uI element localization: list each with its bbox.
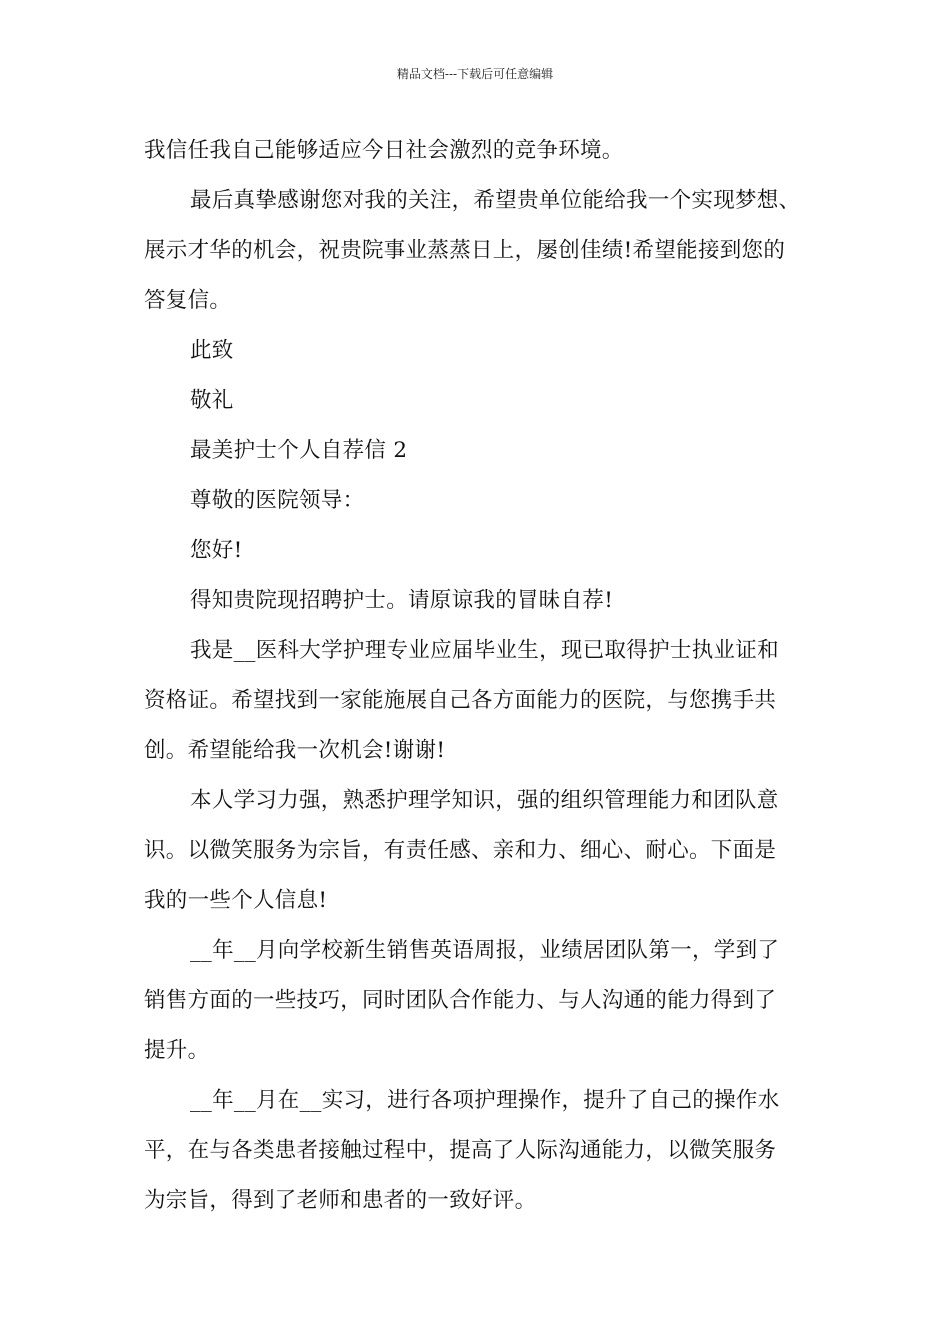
paragraph-line: 识。以微笑服务为宗旨，有责任感、亲和力、细心、耐心。下面是	[144, 838, 777, 863]
paragraph-line: 展示才华的机会，祝贵院事业蒸蒸日上，屡创佳绩!希望能接到您的	[144, 238, 786, 263]
letter-greeting: 尊敬的医院领导：	[190, 488, 365, 513]
paragraph-line: 销售方面的一些技巧，同时团队合作能力、与人沟通的能力得到了	[144, 988, 777, 1013]
paragraph-line: 最后真挚感谢您对我的关注，希望贵单位能给我一个实现梦想、	[190, 188, 801, 213]
paragraph-line: 我的一些个人信息!	[144, 888, 328, 913]
page-header: 精品文档---下载后可任意编辑	[396, 67, 554, 81]
paragraph-line: 我信任我自己能够适应今日社会激烈的竞争环境。	[144, 138, 624, 163]
paragraph-line: __年__月在__实习，进行各项护理操作，提升了自己的操作水	[190, 1088, 780, 1113]
paragraph-line: 资格证。希望找到一家能施展自己各方面能力的医院，与您携手共	[144, 688, 777, 713]
paragraph-line: 答复信。	[144, 288, 232, 313]
paragraph-line: 我是__医科大学护理专业应届毕业生，现已取得护士执业证和	[190, 638, 779, 663]
paragraph-line: 提升。	[144, 1038, 210, 1063]
paragraph-line: 为宗旨，得到了老师和患者的一致好评。	[144, 1188, 537, 1213]
paragraph-line: 平，在与各类患者接触过程中，提高了人际沟通能力，以微笑服务	[144, 1138, 777, 1163]
paragraph-line: 本人学习力强，熟悉护理学知识，强的组织管理能力和团队意	[190, 788, 779, 813]
closing-regards: 敬礼	[190, 388, 234, 413]
section-title: 最美护士个人自荐信 2	[190, 438, 408, 463]
paragraph-line: 得知贵院现招聘护士。请原谅我的冒昧自荐!	[190, 588, 614, 613]
closing-salutation: 此致	[190, 338, 234, 363]
paragraph-line: 创。希望能给我一次机会!谢谢!	[144, 738, 446, 763]
letter-hello: 您好!	[190, 538, 243, 563]
paragraph-line: __年__月向学校新生销售英语周报，业绩居团队第一，学到了	[190, 938, 780, 963]
document-body	[144, 126, 824, 1226]
